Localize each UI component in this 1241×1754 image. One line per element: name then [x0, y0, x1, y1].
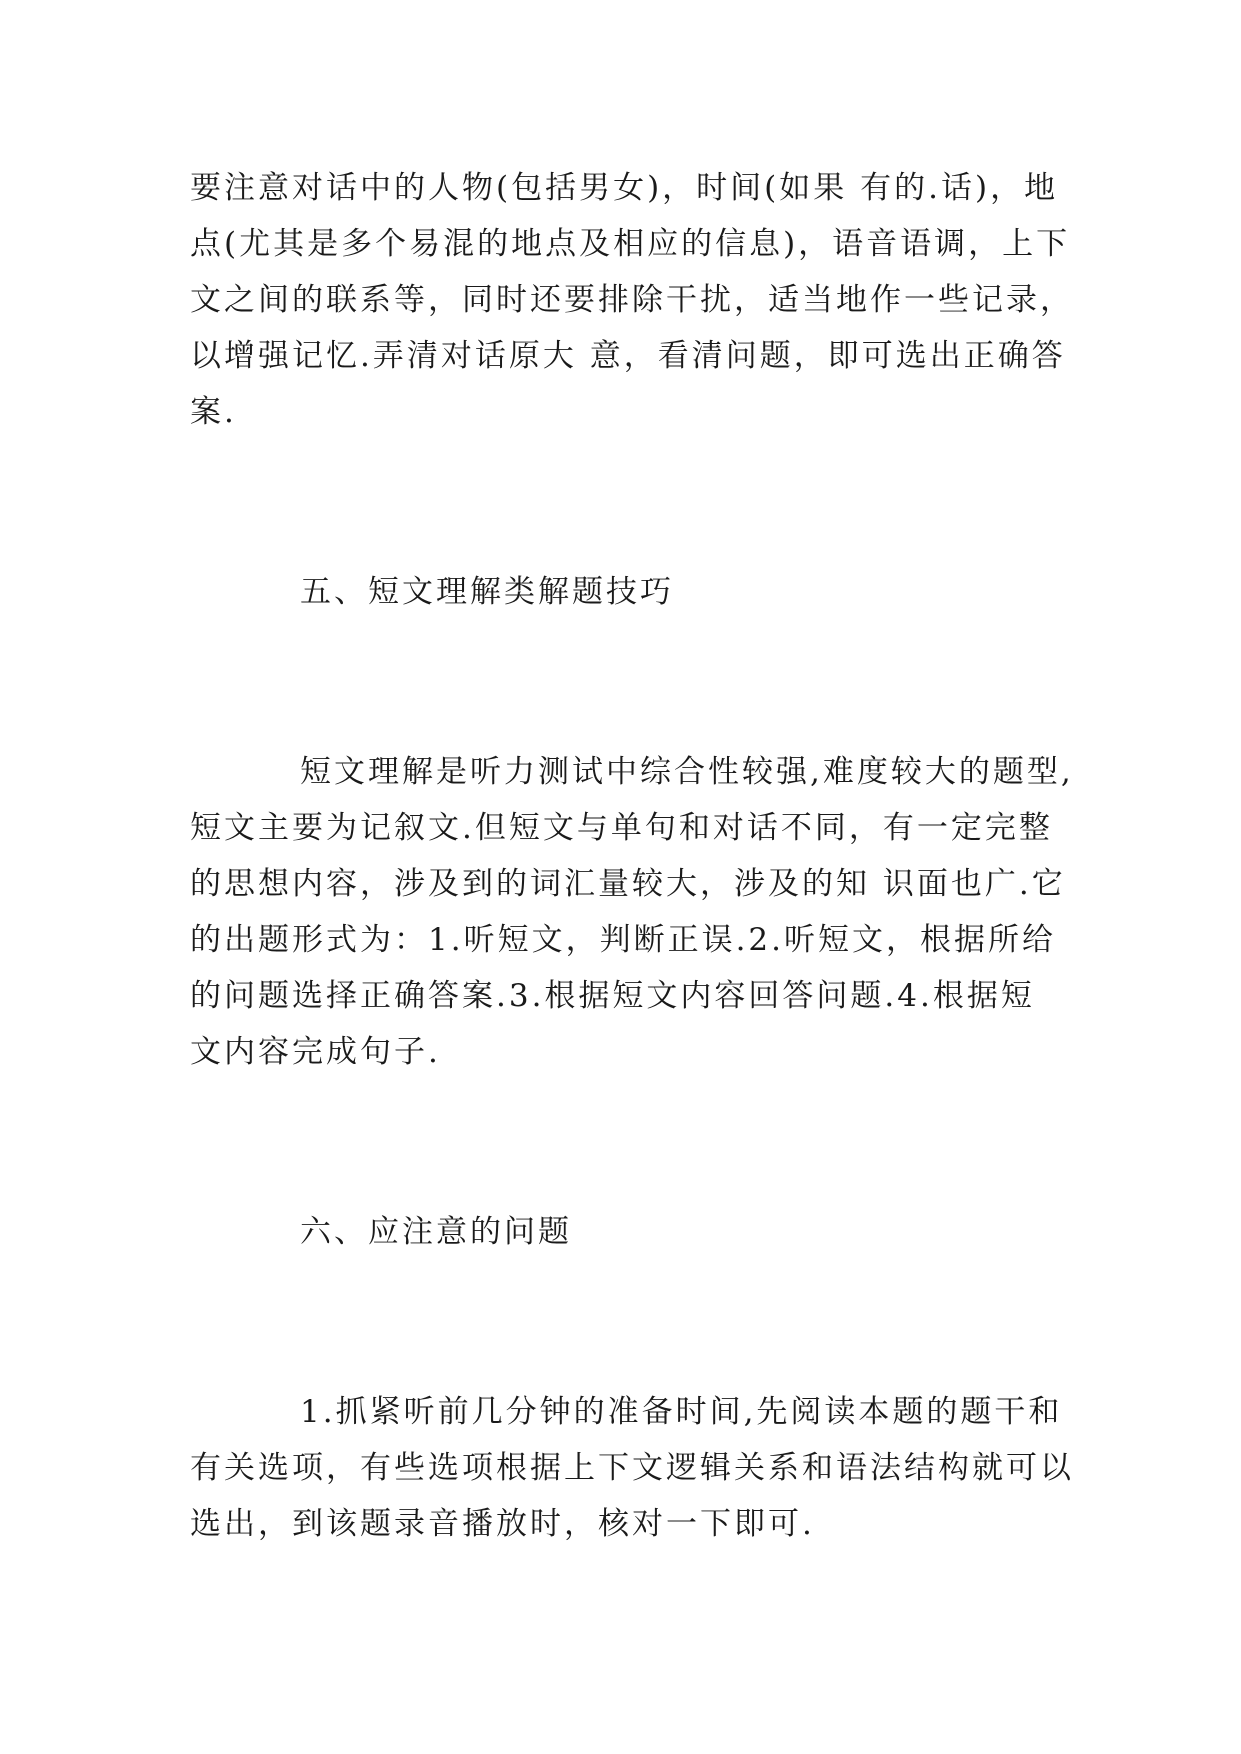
paragraph-line: 案.	[190, 394, 237, 430]
paragraph-line: 的问题选择正确答案.3.根据短文内容回答问题.4.根据短	[190, 978, 1035, 1014]
paragraph-line: 选出，到该题录音播放时，核对一下即可.	[190, 1506, 815, 1542]
paragraph-line: 文内容完成句子.	[190, 1034, 441, 1070]
section-heading-5: 五、短文理解类解题技巧	[300, 574, 674, 610]
paragraph-line: 短文理解是听力测试中综合性较强,难度较大的题型,	[300, 754, 1074, 790]
section-heading-6: 六、应注意的问题	[300, 1214, 572, 1250]
paragraph-line: 的出题形式为：1.听短文，判断正误.2.听短文，根据所给	[190, 922, 1057, 958]
paragraph-line: 有关选项，有些选项根据上下文逻辑关系和语法结构就可以	[190, 1450, 1074, 1486]
paragraph-line: 要注意对话中的人物(包括男女)，时间(如果 有的.话)，地	[190, 170, 1059, 206]
paragraph-line: 短文主要为记叙文.但短文与单句和对话不同，有一定完整	[190, 810, 1053, 846]
paragraph-line: 点(尤其是多个易混的地点及相应的信息)，语音语调，上下	[190, 226, 1071, 262]
paragraph-line: 以增强记忆.弄清对话原大 意，看清问题，即可选出正确答	[190, 338, 1066, 374]
paragraph-line: 1.抓紧听前几分钟的准备时间,先阅读本题的题干和	[300, 1394, 1063, 1430]
paragraph-line: 的思想内容，涉及到的词汇量较大，涉及的知 识面也广.它	[190, 866, 1066, 902]
paragraph-line: 文之间的联系等，同时还要排除干扰，适当地作一些记录，	[190, 282, 1074, 318]
